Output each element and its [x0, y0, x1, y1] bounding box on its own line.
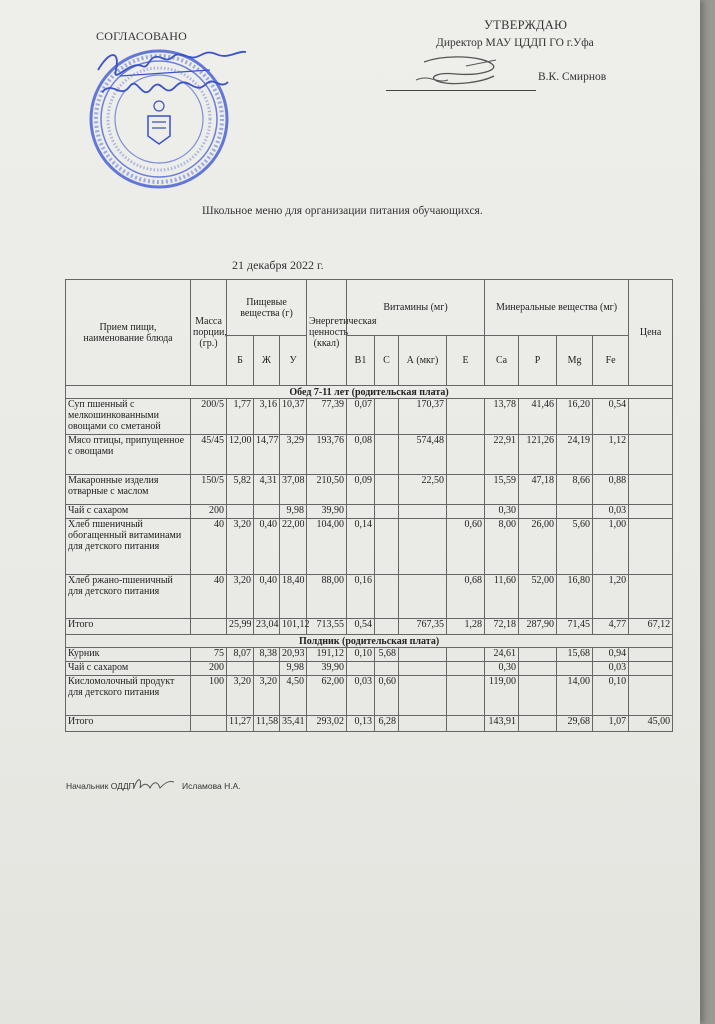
document-title: Школьное меню для организации питания обучающихся. — [202, 205, 483, 217]
chief-signature-icon — [130, 774, 180, 794]
cell-b — [227, 662, 254, 676]
cell-mg: 24,19 — [557, 435, 593, 475]
cell-p: 47,18 — [519, 475, 557, 505]
cell-a — [399, 662, 447, 676]
cell-p — [519, 716, 557, 732]
cell-c — [375, 505, 399, 519]
cell-u: 3,29 — [280, 435, 307, 475]
cell-c: 6,28 — [375, 716, 399, 732]
footer-name: Исламова Н.А. — [182, 781, 241, 791]
header-price: Цена — [629, 280, 673, 386]
cell-u: 37,08 — [280, 475, 307, 505]
table-row — [66, 676, 673, 716]
total-row — [66, 619, 673, 635]
header-b: Б — [227, 336, 254, 386]
cell-mg — [557, 505, 593, 519]
cell-p: 52,00 — [519, 575, 557, 619]
cell-ca: 0,30 — [485, 662, 519, 676]
cell-p: 287,90 — [519, 619, 557, 635]
cell-fe: 1,07 — [593, 716, 629, 732]
table-row — [66, 399, 673, 435]
cell-fe: 0,03 — [593, 662, 629, 676]
menu-table — [65, 279, 673, 732]
cell-zh — [254, 662, 280, 676]
table-row — [66, 575, 673, 619]
cell-ca: 11,60 — [485, 575, 519, 619]
cell-price: 67,12 — [629, 619, 673, 635]
cell-e: 0,68 — [447, 575, 485, 619]
cell-mg — [557, 662, 593, 676]
footer-position: Начальник ОДДП — [66, 781, 135, 791]
cell-energy: 293,02 — [307, 716, 347, 732]
cell-b1 — [347, 662, 375, 676]
cell-e — [447, 475, 485, 505]
cell-b1: 0,08 — [347, 435, 375, 475]
cell-e: 0,60 — [447, 519, 485, 575]
cell-p: 41,46 — [519, 399, 557, 435]
section-title: Полдник (родительская плата) — [66, 635, 673, 648]
total-row — [66, 716, 673, 732]
cell-c — [375, 519, 399, 575]
cell-ca: 24,61 — [485, 648, 519, 662]
cell-mass: 40 — [191, 519, 227, 575]
cell-zh: 0,40 — [254, 519, 280, 575]
header-nutrients: Пищевые вещества (г) — [227, 280, 307, 336]
cell-mass — [191, 619, 227, 635]
cell-fe: 0,94 — [593, 648, 629, 662]
cell-b: 3,20 — [227, 575, 254, 619]
cell-mass: 200/5 — [191, 399, 227, 435]
cell-mg: 14,00 — [557, 676, 593, 716]
cell-price: 45,00 — [629, 716, 673, 732]
cell-u: 22,00 — [280, 519, 307, 575]
cell-p: 26,00 — [519, 519, 557, 575]
cell-c — [375, 575, 399, 619]
dish-name: Чай с сахаром — [66, 662, 191, 676]
dish-name: Хлеб пшеничный обогащенный витаминами для детского питания — [66, 519, 191, 575]
cell-c: 0,60 — [375, 676, 399, 716]
cell-zh: 0,40 — [254, 575, 280, 619]
cell-p: 121,26 — [519, 435, 557, 475]
cell-e: 1,28 — [447, 619, 485, 635]
header-mg: Mg — [557, 336, 593, 386]
cell-b: 11,27 — [227, 716, 254, 732]
cell-c — [375, 435, 399, 475]
cell-mass: 150/5 — [191, 475, 227, 505]
cell-zh: 23,04 — [254, 619, 280, 635]
cell-zh: 11,58 — [254, 716, 280, 732]
header-fe: Fe — [593, 336, 629, 386]
cell-mg: 15,68 — [557, 648, 593, 662]
header-energy: Энергетическая ценность (ккал) — [307, 280, 347, 386]
total-label: Итого — [66, 716, 191, 732]
dish-name: Хлеб ржано-пшеничный для детского питания — [66, 575, 191, 619]
cell-fe: 0,03 — [593, 505, 629, 519]
cell-energy: 210,50 — [307, 475, 347, 505]
cell-mass: 75 — [191, 648, 227, 662]
dish-name: Макаронные изделия отварные с маслом — [66, 475, 191, 505]
cell-mass: 100 — [191, 676, 227, 716]
cell-fe: 1,12 — [593, 435, 629, 475]
cell-c — [375, 399, 399, 435]
table-row — [66, 435, 673, 475]
cell-mass — [191, 716, 227, 732]
cell-b1: 0,14 — [347, 519, 375, 575]
cell-price — [629, 662, 673, 676]
dish-name: Кисломолочный продукт для детского питания — [66, 676, 191, 716]
cell-b1: 0,03 — [347, 676, 375, 716]
cell-b: 12,00 — [227, 435, 254, 475]
cell-fe: 0,88 — [593, 475, 629, 505]
cell-b: 3,20 — [227, 676, 254, 716]
cell-fe: 0,54 — [593, 399, 629, 435]
cell-ca: 143,91 — [485, 716, 519, 732]
cell-b1: 0,16 — [347, 575, 375, 619]
cell-ca: 22,91 — [485, 435, 519, 475]
cell-c — [375, 662, 399, 676]
cell-b — [227, 505, 254, 519]
cell-energy: 62,00 — [307, 676, 347, 716]
header-vitamins: Витамины (мг) — [347, 280, 485, 336]
header-ca: Са — [485, 336, 519, 386]
cell-ca: 13,78 — [485, 399, 519, 435]
table-row — [66, 662, 673, 676]
cell-b1: 0,09 — [347, 475, 375, 505]
header-zh: Ж — [254, 336, 280, 386]
cell-b: 5,82 — [227, 475, 254, 505]
dish-name: Курник — [66, 648, 191, 662]
cell-b1: 0,54 — [347, 619, 375, 635]
cell-p — [519, 648, 557, 662]
table-row — [66, 648, 673, 662]
cell-u: 4,50 — [280, 676, 307, 716]
cell-ca: 119,00 — [485, 676, 519, 716]
cell-c — [375, 475, 399, 505]
cell-a: 170,37 — [399, 399, 447, 435]
cell-u: 101,12 — [280, 619, 307, 635]
cell-a — [399, 648, 447, 662]
cell-energy: 39,90 — [307, 662, 347, 676]
cell-u: 9,98 — [280, 662, 307, 676]
header-mass: Масса порции, (гр.) — [191, 280, 227, 386]
cell-energy: 713,55 — [307, 619, 347, 635]
cell-u: 9,98 — [280, 505, 307, 519]
cell-price — [629, 435, 673, 475]
cell-mg: 16,80 — [557, 575, 593, 619]
dish-name: Чай с сахаром — [66, 505, 191, 519]
header-p: Р — [519, 336, 557, 386]
cell-energy: 77,39 — [307, 399, 347, 435]
cell-u: 18,40 — [280, 575, 307, 619]
cell-price — [629, 399, 673, 435]
cell-u: 10,37 — [280, 399, 307, 435]
cell-b1: 0,10 — [347, 648, 375, 662]
cell-energy: 88,00 — [307, 575, 347, 619]
cell-mass: 45/45 — [191, 435, 227, 475]
header-c: С — [375, 336, 399, 386]
cell-fe: 1,00 — [593, 519, 629, 575]
cell-energy: 191,12 — [307, 648, 347, 662]
cell-mass: 200 — [191, 662, 227, 676]
cell-mass: 200 — [191, 505, 227, 519]
cell-b: 1,77 — [227, 399, 254, 435]
cell-a: 767,35 — [399, 619, 447, 635]
cell-b: 25,99 — [227, 619, 254, 635]
cell-a: 22,50 — [399, 475, 447, 505]
cell-price — [629, 475, 673, 505]
cell-a — [399, 676, 447, 716]
signature-line — [386, 90, 536, 91]
approval-handwritten-signature-icon — [90, 40, 250, 120]
cell-a — [399, 505, 447, 519]
cell-e — [447, 505, 485, 519]
director-signature-icon — [396, 52, 522, 92]
cell-energy: 39,90 — [307, 505, 347, 519]
cell-energy: 104,00 — [307, 519, 347, 575]
cell-b1 — [347, 505, 375, 519]
cell-b1: 0,13 — [347, 716, 375, 732]
cell-zh: 8,38 — [254, 648, 280, 662]
cell-e — [447, 648, 485, 662]
cell-fe: 0,10 — [593, 676, 629, 716]
cell-fe: 4,77 — [593, 619, 629, 635]
cell-zh: 3,20 — [254, 676, 280, 716]
section-title: Обед 7-11 лет (родительская плата) — [66, 386, 673, 399]
cell-price — [629, 676, 673, 716]
cell-ca: 0,30 — [485, 505, 519, 519]
cell-a — [399, 716, 447, 732]
dish-name: Мясо птицы, припущенное с овощами — [66, 435, 191, 475]
cell-mass: 40 — [191, 575, 227, 619]
table-row — [66, 519, 673, 575]
cell-energy: 193,76 — [307, 435, 347, 475]
cell-b: 8,07 — [227, 648, 254, 662]
cell-p — [519, 505, 557, 519]
cell-zh: 4,31 — [254, 475, 280, 505]
cell-zh: 3,16 — [254, 399, 280, 435]
cell-e — [447, 435, 485, 475]
footer — [66, 781, 241, 791]
header-e: Е — [447, 336, 485, 386]
cell-price — [629, 505, 673, 519]
dish-name: Суп пшенный с мелкошинкованными овощами со сметаной — [66, 399, 191, 435]
cell-price — [629, 648, 673, 662]
cell-e — [447, 662, 485, 676]
approve-label: УТВЕРЖДАЮ — [484, 18, 568, 32]
cell-b1: 0,07 — [347, 399, 375, 435]
header-minerals: Минеральные вещества (мг) — [485, 280, 629, 336]
cell-a — [399, 519, 447, 575]
cell-mg: 8,66 — [557, 475, 593, 505]
table-row — [66, 505, 673, 519]
director-name: В.К. Смирнов — [538, 71, 607, 83]
cell-a: 574,48 — [399, 435, 447, 475]
cell-u: 35,41 — [280, 716, 307, 732]
cell-mg: 5,60 — [557, 519, 593, 575]
cell-e — [447, 676, 485, 716]
header-meal: Прием пищи, наименование блюда — [66, 280, 191, 386]
header-a: А (мкг) — [399, 336, 447, 386]
cell-e — [447, 399, 485, 435]
cell-e — [447, 716, 485, 732]
total-label: Итого — [66, 619, 191, 635]
cell-p — [519, 662, 557, 676]
header-b1: В1 — [347, 336, 375, 386]
header-u: У — [280, 336, 307, 386]
cell-price — [629, 519, 673, 575]
cell-ca: 72,18 — [485, 619, 519, 635]
cell-u: 20,93 — [280, 648, 307, 662]
cell-zh: 14,77 — [254, 435, 280, 475]
cell-c: 5,68 — [375, 648, 399, 662]
cell-c — [375, 619, 399, 635]
cell-b: 3,20 — [227, 519, 254, 575]
cell-mg: 16,20 — [557, 399, 593, 435]
cell-fe: 1,20 — [593, 575, 629, 619]
cell-ca: 8,00 — [485, 519, 519, 575]
cell-a — [399, 575, 447, 619]
table-row — [66, 475, 673, 505]
cell-mg: 29,68 — [557, 716, 593, 732]
document-date: 21 декабря 2022 г. — [232, 258, 324, 272]
cell-p — [519, 676, 557, 716]
cell-price — [629, 575, 673, 619]
cell-mg: 71,45 — [557, 619, 593, 635]
agreed-label: СОГЛАСОВАНО — [96, 29, 188, 43]
cell-ca: 15,59 — [485, 475, 519, 505]
director-position: Директор МАУ ЦДДП ГО г.Уфа — [436, 37, 594, 49]
cell-zh — [254, 505, 280, 519]
